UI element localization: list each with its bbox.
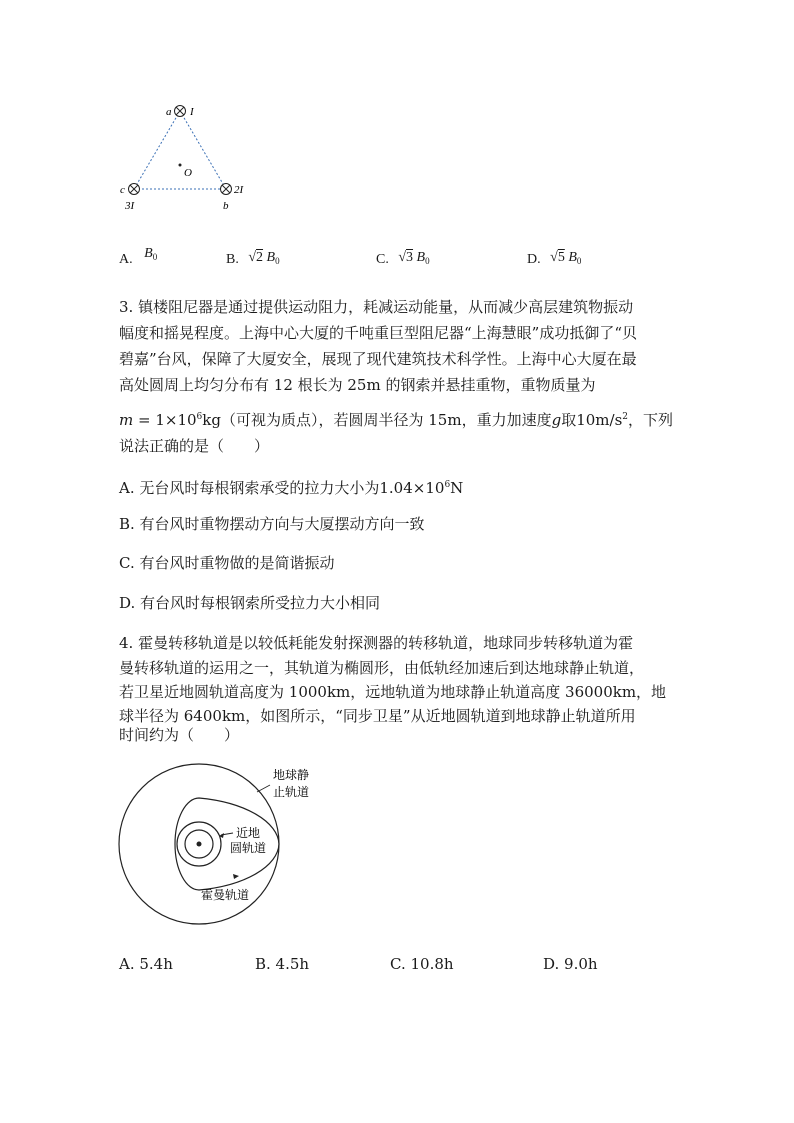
label-2I: 2I [234, 184, 244, 196]
q3-line-5: $m = 1\times 10^6kg$（可视为质点），若圆周半径为 15m，重力加速度g取$10m/s^2$，下列 [119, 411, 674, 429]
q4-line-1: 4. 霍曼转移轨道是以较低耗能发射探测器的转移轨道，地球同步转移轨道为霍 [119, 634, 634, 652]
q3-option-c[interactable]: C. 有台风时重物做的是简谐振动 [119, 554, 335, 572]
geo-pointer [257, 785, 270, 792]
q2-option-b[interactable]: B. √2 $B_0$ [226, 250, 280, 267]
near-label-1: 近地 [236, 826, 261, 840]
q4-line-5: 时间约为（ ） [119, 726, 240, 744]
center-point [179, 164, 182, 167]
q3-line-4: 高处圆周上均匀分布有 12 根长为 25m 的钢索并悬挂重物，重物质量为 [119, 376, 596, 394]
wire-c-symbol [129, 184, 140, 195]
q4-option-b[interactable]: B. 4.5h [255, 955, 310, 973]
q4-line-4: 球半径为 6400km，如图所示，“同步卫星”从近地圆轨道到地球静止轨道所用 [119, 707, 636, 725]
q3-option-b[interactable]: B. 有台风时重物摆动方向与大厦摆动方向一致 [119, 515, 425, 533]
q4-line-2: 曼转移轨道的运用之一，其轨道为椭圆形，由低轨经加速后到达地球静止轨道， [119, 659, 645, 677]
label-O: O [184, 167, 192, 179]
hohmann-label: 霍曼轨道 [201, 888, 250, 902]
q4-option-c[interactable]: C. 10.8h [390, 955, 454, 973]
geo-label-1: 地球静 [273, 768, 310, 782]
hohmann-arrow [233, 874, 239, 879]
q3-line-2: 幅度和摇晃程度。上海中心大厦的千吨重巨型阻尼器“上海慧眼”成功抵御了“贝 [119, 324, 638, 342]
label-3I: 3I [125, 200, 135, 212]
earth-center [197, 842, 202, 847]
q3-option-d[interactable]: D. 有台风时每根钢索所受拉力大小相同 [119, 594, 381, 612]
orbit-figure [115, 760, 335, 950]
label-c: c [120, 184, 125, 196]
q3-line-6: 说法正确的是（ ） [119, 437, 270, 455]
geo-label-2: 止轨道 [273, 785, 310, 799]
label-a: a [166, 106, 172, 118]
q2-option-c[interactable]: C. √3 $B_0$ [376, 250, 430, 267]
q2-option-a[interactable]: A. $B^0$ [119, 246, 158, 267]
label-b: b [223, 200, 229, 212]
q4-option-a[interactable]: A. 5.4h [119, 955, 173, 973]
wire-b-symbol [221, 184, 232, 195]
q3-line-1: 3. 镇楼阻尼器是通过提供运动阻力，耗减运动能量，从而减少高层建筑物振动 [119, 298, 634, 316]
label-I: I [190, 106, 194, 118]
q3-option-a[interactable]: A. 无台风时每根钢索承受的拉力大小为$1.04\times 10^6N$ [119, 479, 464, 497]
near-label-2: 圆轨道 [230, 841, 267, 855]
q4-line-3: 若卫星近地圆轨道高度为 1000km，远地轨道为地球静止轨道高度 36000km，地 [119, 683, 667, 701]
side-ac [134, 111, 180, 189]
q2-option-d[interactable]: D. √5 $B_0$ [527, 250, 582, 267]
wire-a-symbol [175, 106, 186, 117]
triangle-wire-figure [110, 95, 260, 215]
q4-option-d[interactable]: D. 9.0h [543, 955, 598, 973]
q3-line-3: 碧嘉”台风，保障了大厦安全，展现了现代建筑技术科学性。上海中心大厦在最 [119, 350, 637, 368]
